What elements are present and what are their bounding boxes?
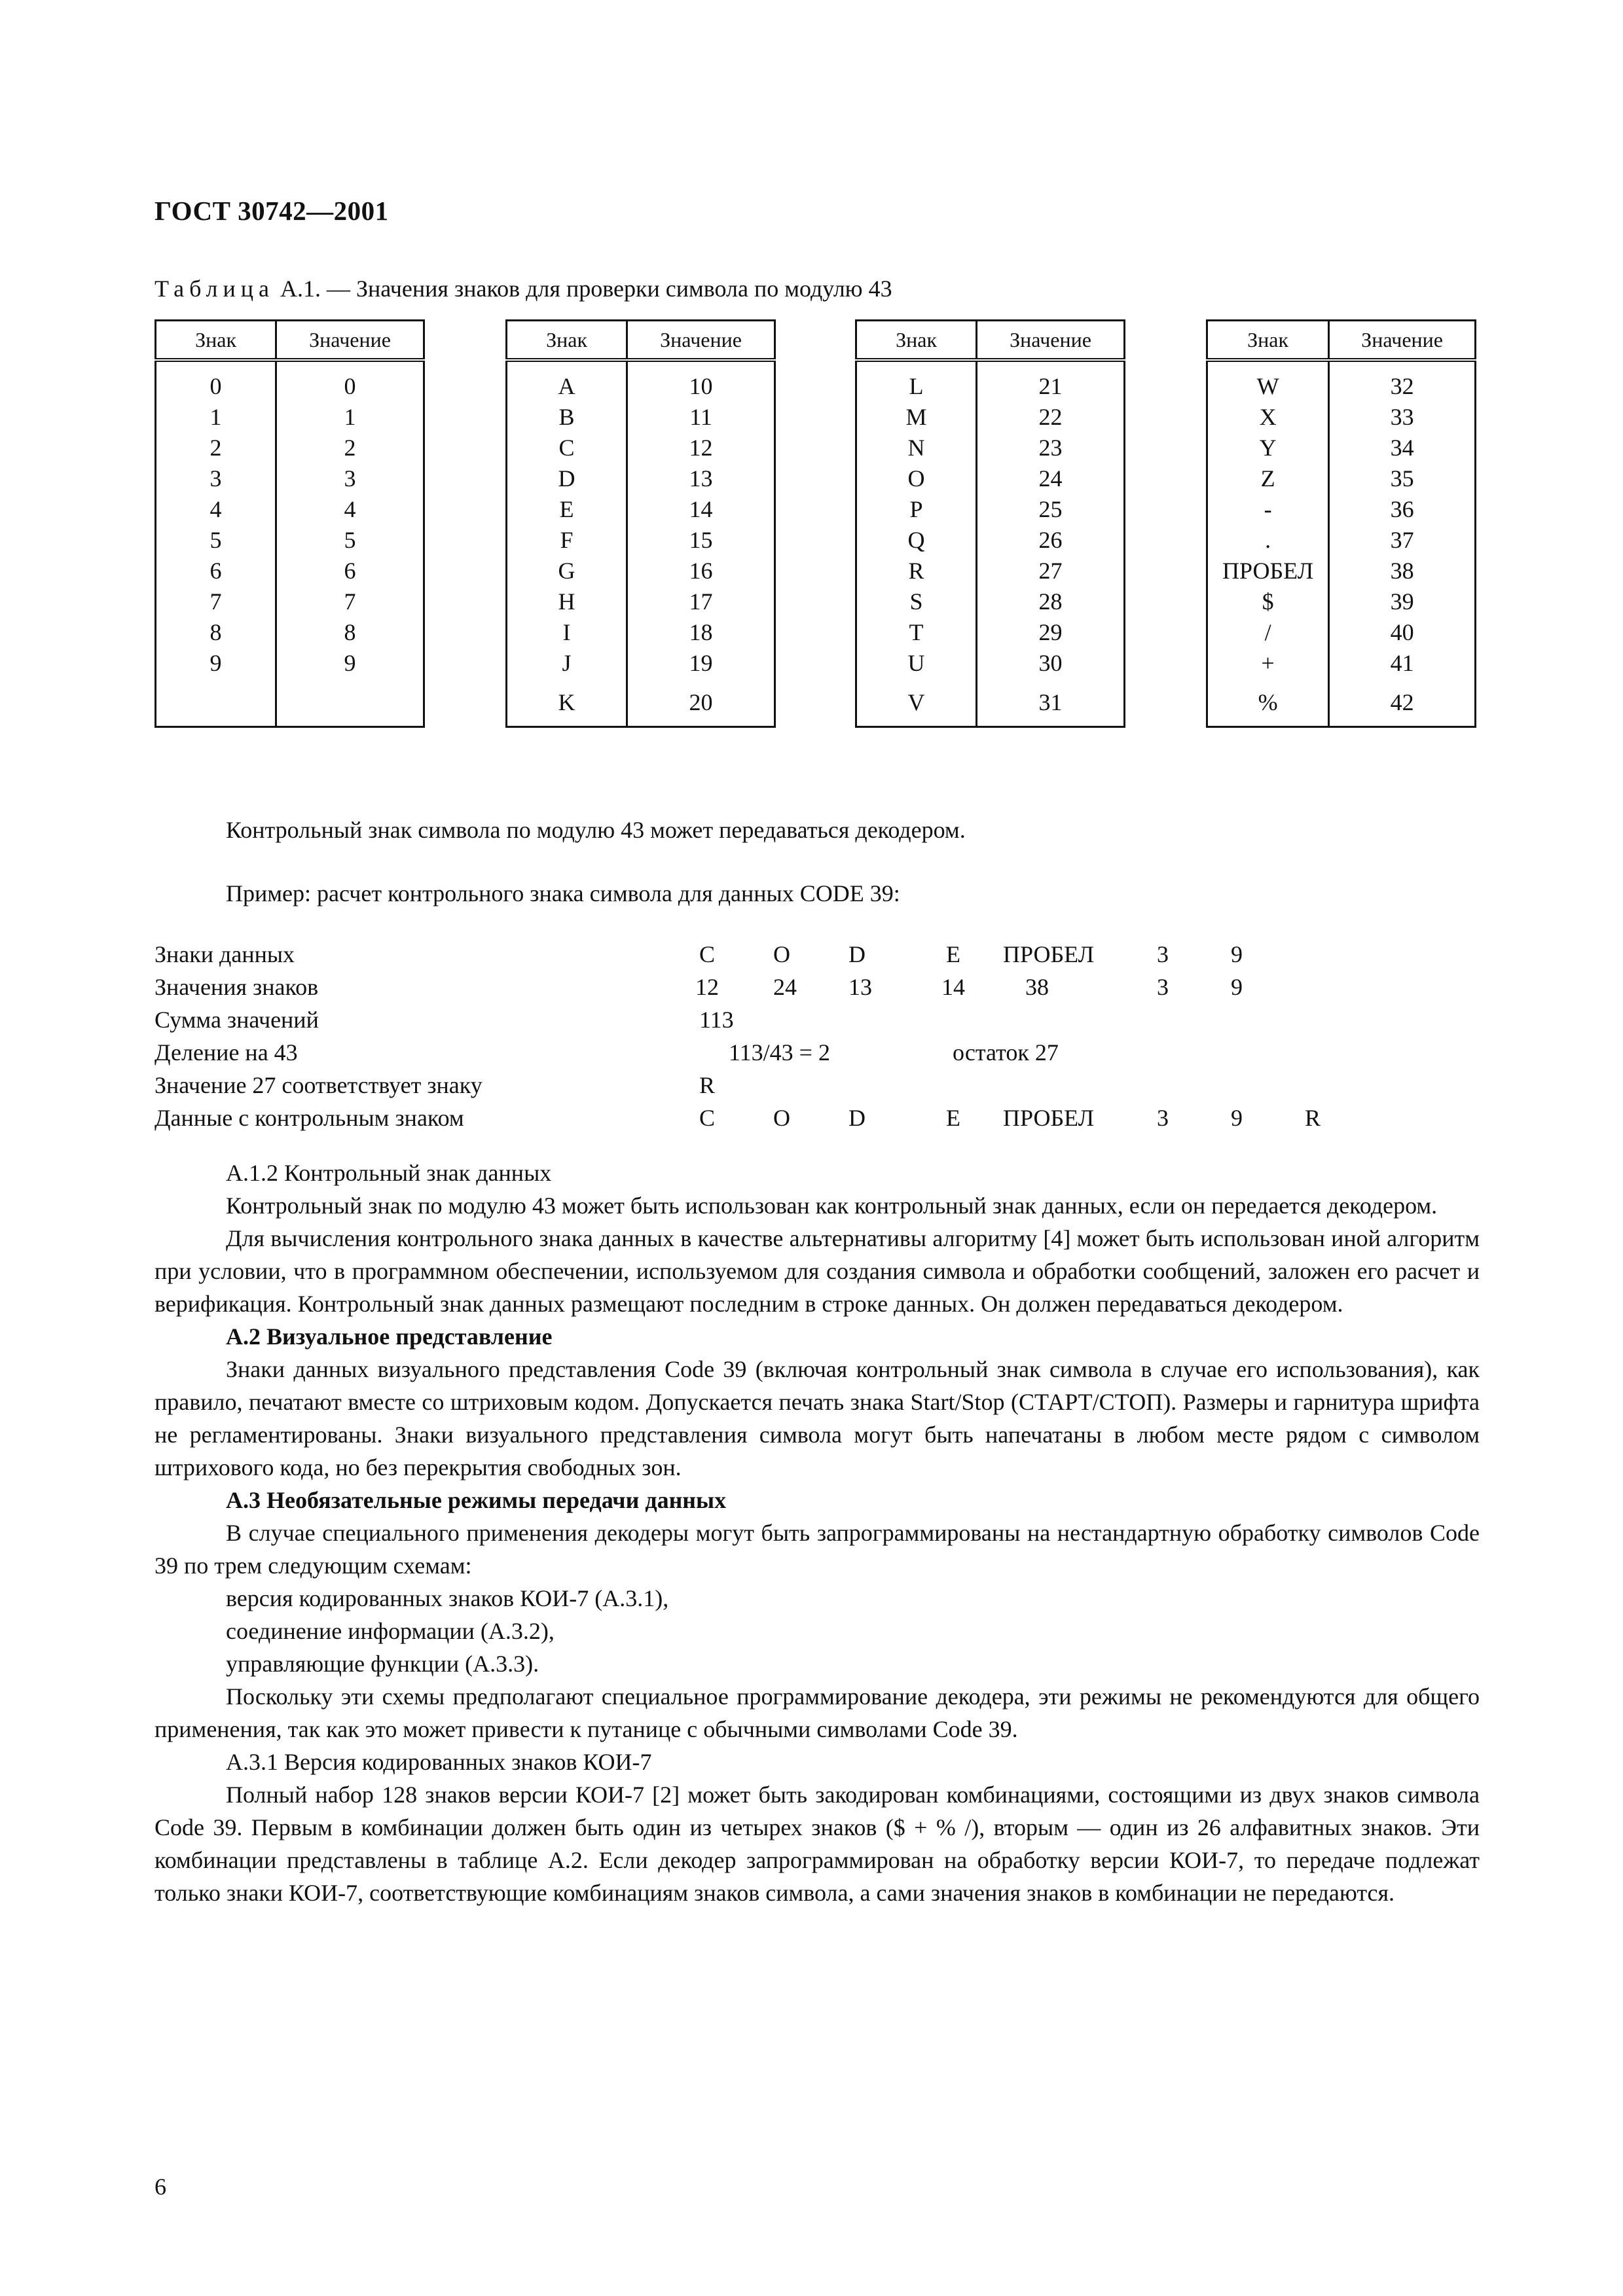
value-cell: 7 [276, 586, 424, 617]
sign-cell: . [1207, 525, 1329, 556]
sign-cell: $ [1207, 586, 1329, 617]
value-cell: 31 [977, 679, 1125, 727]
column-header-value: Значение [977, 321, 1125, 361]
sign-cell: 1 [156, 402, 276, 433]
value-cell: 28 [977, 586, 1125, 617]
value-cell: 17 [627, 586, 775, 617]
sign-cell: I [507, 617, 627, 648]
calc-cell: 113/43 = 2 [729, 1039, 830, 1066]
table-row [156, 360, 424, 402]
calc-cell: E [946, 941, 960, 967]
table-row [1207, 679, 1476, 727]
value-cell: 5 [276, 525, 424, 556]
section-a3-paragraph-2: Поскольку эти схемы предполагают специальное программирование декодера, эти режимы не рекомендуются для общего применения, так как это может привести к путанице с обычными символами Code 39. [155, 1683, 1480, 1742]
table-row [507, 648, 775, 679]
value-cell: 27 [977, 556, 1125, 586]
table-row [507, 402, 775, 433]
table-caption-prefix: Таблица [155, 276, 274, 302]
sign-cell: 0 [156, 360, 276, 402]
value-cell [276, 679, 424, 727]
page-number: 6 [155, 2174, 166, 2200]
sign-cell: B [507, 402, 627, 433]
value-cell: 2 [276, 433, 424, 463]
calc-row-label: Значение 27 соответствует знаку [155, 1072, 483, 1098]
value-cell: 8 [276, 617, 424, 648]
value-cell: 0 [276, 360, 424, 402]
sign-cell: F [507, 525, 627, 556]
calc-row-label: Сумма значений [155, 1007, 319, 1033]
table-row [856, 586, 1125, 617]
table-row [507, 433, 775, 463]
table-row [507, 494, 775, 525]
value-cell: 32 [1329, 360, 1476, 402]
table-row [156, 525, 424, 556]
value-cell: 4 [276, 494, 424, 525]
sign-cell: T [856, 617, 977, 648]
value-table-group-2 [505, 319, 776, 728]
sign-cell: 3 [156, 463, 276, 494]
column-header-sign: Знак [507, 321, 627, 361]
sign-cell: 6 [156, 556, 276, 586]
sign-cell: + [1207, 648, 1329, 679]
sign-cell: 5 [156, 525, 276, 556]
sign-cell: - [1207, 494, 1329, 525]
table-row [156, 463, 424, 494]
value-cell: 10 [627, 360, 775, 402]
table-row [507, 617, 775, 648]
value-cell: 11 [627, 402, 775, 433]
table-row [156, 433, 424, 463]
table-row [1207, 463, 1476, 494]
sign-cell: D [507, 463, 627, 494]
table-row [856, 556, 1125, 586]
section-a12-paragraph-2: Для вычисления контрольного знака данных в качестве альтернативы алгоритму [4] может быть использован иной алгоритм при условии, что в программном обеспечении, используемом для создания символа и обработки сообщений, заложен его расчет и верификация. Контрольный знак данных размещают последним в строке данных. Он должен передаваться декодером. [155, 1225, 1480, 1317]
value-cell: 13 [627, 463, 775, 494]
calc-cell: 3 [1157, 974, 1169, 1000]
section-a31-heading: А.3.1 Версия кодированных знаков КОИ-7 [226, 1749, 652, 1775]
calc-cell: 12 [695, 974, 719, 1000]
table-row [1207, 433, 1476, 463]
sign-cell: H [507, 586, 627, 617]
calc-cell: 3 [1157, 1105, 1169, 1131]
value-cell: 22 [977, 402, 1125, 433]
section-a3-paragraph-1: В случае специального применения декодеры могут быть запрограммированы на нестандартную обработку символов Code 39 по трем следующим схемам: [155, 1520, 1480, 1579]
table-row [156, 679, 424, 727]
calc-row-label: Данные с контрольным знаком [155, 1105, 464, 1131]
value-cell: 16 [627, 556, 775, 586]
sign-cell: E [507, 494, 627, 525]
calc-cell: 24 [773, 974, 797, 1000]
column-header-sign: Знак [1207, 321, 1329, 361]
table-row [856, 525, 1125, 556]
column-header-value: Значение [627, 321, 775, 361]
document-header: ГОСТ 30742—2001 [155, 196, 389, 226]
value-cell: 18 [627, 617, 775, 648]
value-cell: 6 [276, 556, 424, 586]
calc-row-label: Деление на 43 [155, 1039, 298, 1066]
intro-text-2: Пример: расчет контрольного знака символа для данных CODE 39: [226, 880, 900, 906]
value-cell: 35 [1329, 463, 1476, 494]
calc-cell: ПРОБЕЛ [1003, 941, 1095, 967]
value-cell: 26 [977, 525, 1125, 556]
calc-row-label: Знаки данных [155, 941, 295, 967]
table-row [1207, 402, 1476, 433]
calc-cell: остаток 27 [953, 1039, 1059, 1066]
sign-cell: Y [1207, 433, 1329, 463]
sign-cell: % [1207, 679, 1329, 727]
sign-cell: / [1207, 617, 1329, 648]
value-cell: 14 [627, 494, 775, 525]
table-row [1207, 360, 1476, 402]
section-a31-paragraph-1: Полный набор 128 знаков версии КОИ-7 [2] может быть закодирован комбинациями, состоящими из двух знаков символа Code 39. Первым в комбинации должен быть один из четырех знаков ($ + % /), вторым — один из 26 алфавитных знаков. Эти комбинации представлены в таблице А.2. Если декодер запрограммирован на обработку версии КОИ-7, то передаче подлежат только знаки КОИ-7, соответствующие комбинациям знаков символа, а сами значения знаков в комбинации не передаются. [155, 1782, 1480, 1906]
calc-cell: 113 [699, 1007, 734, 1033]
value-cell: 3 [276, 463, 424, 494]
table-row [856, 433, 1125, 463]
calc-cell: 38 [1025, 974, 1049, 1000]
value-cell: 40 [1329, 617, 1476, 648]
table-row [856, 360, 1125, 402]
table-row [856, 648, 1125, 679]
table-row [856, 679, 1125, 727]
value-cell: 30 [977, 648, 1125, 679]
column-header-value: Значение [276, 321, 424, 361]
calc-cell: O [773, 1105, 790, 1131]
section-a12-heading: А.1.2 Контрольный знак данных [226, 1160, 552, 1186]
table-row [156, 648, 424, 679]
table-row [156, 402, 424, 433]
section-a12-paragraph-1: Контрольный знак по модулю 43 может быть использован как контрольный знак данных, если он передается декодером. [226, 1193, 1438, 1219]
value-cell: 38 [1329, 556, 1476, 586]
sign-cell: 8 [156, 617, 276, 648]
table-row [507, 586, 775, 617]
table-row [856, 617, 1125, 648]
value-table-group-1 [155, 319, 425, 728]
calc-row-label: Значения знаков [155, 974, 319, 1000]
table-row [856, 494, 1125, 525]
column-header-value: Значение [1329, 321, 1476, 361]
calc-cell: 9 [1231, 941, 1243, 967]
sign-cell: M [856, 402, 977, 433]
table-row [156, 617, 424, 648]
sign-cell: C [507, 433, 627, 463]
value-cell: 33 [1329, 402, 1476, 433]
sign-cell: 4 [156, 494, 276, 525]
sign-cell: J [507, 648, 627, 679]
sign-cell: 9 [156, 648, 276, 679]
table-row [507, 525, 775, 556]
sign-cell: X [1207, 402, 1329, 433]
value-cell: 21 [977, 360, 1125, 402]
table-row [1207, 648, 1476, 679]
value-cell: 39 [1329, 586, 1476, 617]
calc-cell: D [848, 1105, 866, 1131]
sign-cell: Z [1207, 463, 1329, 494]
calc-cell: C [699, 941, 716, 967]
table-row [1207, 525, 1476, 556]
value-cell: 20 [627, 679, 775, 727]
section-a3-list-item-1: версия кодированных знаков КОИ-7 (А.3.1), [226, 1585, 669, 1611]
table-row [507, 463, 775, 494]
sign-cell: Q [856, 525, 977, 556]
table-row [507, 360, 775, 402]
section-a2-paragraph-1: Знаки данных визуального представления Code 39 (включая контрольный знак символа в случае его использования), как правило, печатают вместе со штриховым кодом. Допускается печать знака Start/Stop (СТАРТ/СТОП). Размеры и гарнитура шрифта не регламентированы. Знаки визуального представления символа могут быть напечатаны в любом месте рядом с символом штрихового кода, но без перекрытия свободных зон. [155, 1356, 1480, 1480]
table-row [507, 679, 775, 727]
calc-cell: D [848, 941, 866, 967]
sign-cell: G [507, 556, 627, 586]
sign-cell: A [507, 360, 627, 402]
sign-cell: W [1207, 360, 1329, 402]
value-cell: 42 [1329, 679, 1476, 727]
section-a3-heading: А.3 Необязательные режимы передачи данных [226, 1487, 727, 1513]
column-header-sign: Знак [856, 321, 977, 361]
sign-cell: V [856, 679, 977, 727]
table-row [1207, 617, 1476, 648]
intro-paragraph-1 [155, 814, 1480, 846]
table-row [856, 463, 1125, 494]
calc-cell: C [699, 1105, 716, 1131]
table-row [507, 556, 775, 586]
sign-cell: P [856, 494, 977, 525]
value-table-group-4 [1206, 319, 1476, 728]
sign-cell [156, 679, 276, 727]
calc-cell: 3 [1157, 941, 1169, 967]
sign-cell: K [507, 679, 627, 727]
main-text [155, 1157, 1480, 1909]
value-cell: 9 [276, 648, 424, 679]
table-row [856, 402, 1125, 433]
value-cell: 1 [276, 402, 424, 433]
sign-cell: U [856, 648, 977, 679]
value-cell: 25 [977, 494, 1125, 525]
value-cell: 37 [1329, 525, 1476, 556]
table-row [1207, 556, 1476, 586]
table-row [156, 586, 424, 617]
value-cell: 29 [977, 617, 1125, 648]
value-cell: 23 [977, 433, 1125, 463]
value-cell: 34 [1329, 433, 1476, 463]
section-a2-heading: А.2 Визуальное представление [226, 1323, 553, 1350]
value-cell: 41 [1329, 648, 1476, 679]
value-cell: 36 [1329, 494, 1476, 525]
calc-cell: R [1305, 1105, 1321, 1131]
intro-paragraph-2 [155, 877, 1480, 910]
value-table-group-3 [855, 319, 1125, 728]
intro-text-1: Контрольный знак символа по модулю 43 может передаваться декодером. [226, 817, 966, 843]
value-cell: 24 [977, 463, 1125, 494]
sign-cell: R [856, 556, 977, 586]
calc-cell: E [946, 1105, 960, 1131]
value-cell: 12 [627, 433, 775, 463]
section-a3-list-item-2: соединение информации (А.3.2), [226, 1618, 555, 1644]
sign-cell: S [856, 586, 977, 617]
sign-cell: L [856, 360, 977, 402]
column-header-sign: Знак [156, 321, 276, 361]
sign-cell: 2 [156, 433, 276, 463]
calc-cell: 14 [941, 974, 965, 1000]
table-row [1207, 494, 1476, 525]
calc-cell: 9 [1231, 974, 1243, 1000]
calc-cell: O [773, 941, 790, 967]
value-cell: 19 [627, 648, 775, 679]
calc-cell: 9 [1231, 1105, 1243, 1131]
table-caption [155, 275, 892, 302]
section-a3-list-item-3: управляющие функции (А.3.3). [226, 1651, 539, 1677]
table-caption-text: А.1. — Значения знаков для проверки символа по модулю 43 [274, 276, 892, 302]
calc-cell: R [699, 1072, 716, 1098]
sign-cell: ПРОБЕЛ [1207, 556, 1329, 586]
value-cell: 15 [627, 525, 775, 556]
sign-cell: N [856, 433, 977, 463]
calc-cell: 13 [848, 974, 872, 1000]
table-row [156, 494, 424, 525]
calc-cell: ПРОБЕЛ [1003, 1105, 1095, 1131]
sign-cell: 7 [156, 586, 276, 617]
table-row [156, 556, 424, 586]
sign-cell: O [856, 463, 977, 494]
table-row [1207, 586, 1476, 617]
